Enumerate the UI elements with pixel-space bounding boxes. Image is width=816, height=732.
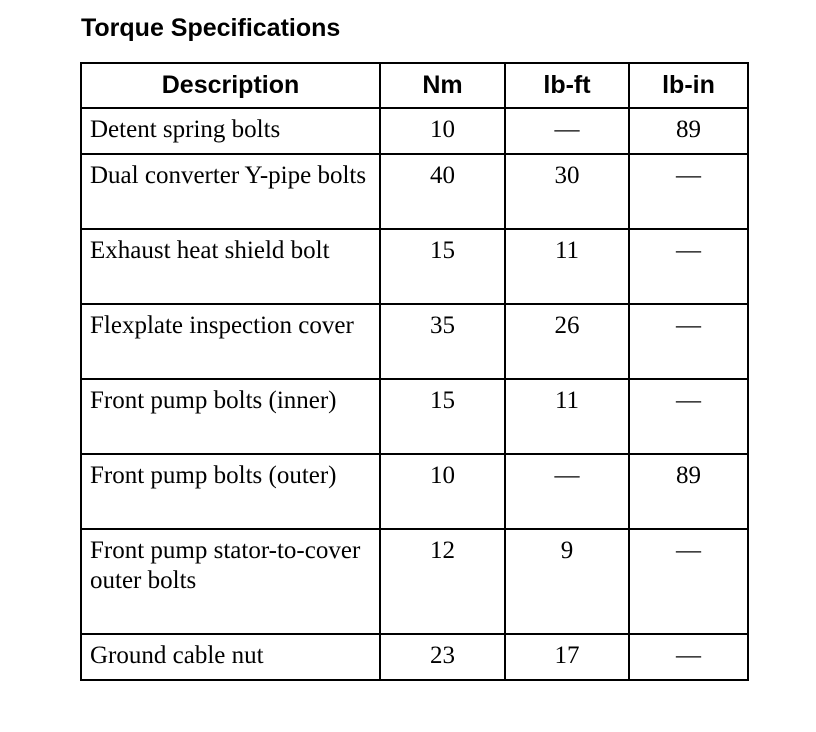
lbin-cell: — bbox=[629, 154, 748, 229]
table-row bbox=[81, 379, 748, 454]
lbin-cell: — bbox=[629, 229, 748, 304]
nm-cell: 35 bbox=[380, 304, 505, 379]
lbft-cell: 9 bbox=[505, 529, 629, 634]
column-header-nm: Nm bbox=[380, 63, 505, 108]
lbin-cell: — bbox=[629, 634, 748, 680]
table-row bbox=[81, 229, 748, 304]
description-cell: Ground cable nut bbox=[81, 634, 380, 680]
nm-cell: 23 bbox=[380, 634, 505, 680]
description-cell: Detent spring bolts bbox=[81, 108, 380, 154]
nm-cell: 40 bbox=[380, 154, 505, 229]
description-cell: Front pump stator-to-cover outer bolts bbox=[81, 529, 380, 634]
lbft-cell: — bbox=[505, 454, 629, 529]
torque-spec-table bbox=[80, 62, 749, 681]
lbft-cell: — bbox=[505, 108, 629, 154]
description-cell: Dual converter Y-pipe bolts bbox=[81, 154, 380, 229]
lbin-cell: — bbox=[629, 304, 748, 379]
lbft-cell: 11 bbox=[505, 379, 629, 454]
description-cell: Flexplate inspection cover bbox=[81, 304, 380, 379]
table-header-row bbox=[81, 63, 748, 108]
description-cell: Front pump bolts (outer) bbox=[81, 454, 380, 529]
table-row bbox=[81, 634, 748, 680]
table-row bbox=[81, 454, 748, 529]
lbin-cell: — bbox=[629, 529, 748, 634]
column-header-lbin: lb-in bbox=[629, 63, 748, 108]
nm-cell: 12 bbox=[380, 529, 505, 634]
description-cell: Exhaust heat shield bolt bbox=[81, 229, 380, 304]
column-header-description: Description bbox=[81, 63, 380, 108]
page-title: Torque Specifications bbox=[81, 14, 341, 42]
column-header-lbft: lb-ft bbox=[505, 63, 629, 108]
lbft-cell: 11 bbox=[505, 229, 629, 304]
table-row bbox=[81, 529, 748, 634]
lbft-cell: 30 bbox=[505, 154, 629, 229]
lbft-cell: 17 bbox=[505, 634, 629, 680]
nm-cell: 10 bbox=[380, 454, 505, 529]
lbin-cell: 89 bbox=[629, 454, 748, 529]
lbin-cell: 89 bbox=[629, 108, 748, 154]
lbft-cell: 26 bbox=[505, 304, 629, 379]
nm-cell: 10 bbox=[380, 108, 505, 154]
nm-cell: 15 bbox=[380, 379, 505, 454]
lbin-cell: — bbox=[629, 379, 748, 454]
table-row bbox=[81, 304, 748, 379]
nm-cell: 15 bbox=[380, 229, 505, 304]
description-cell: Front pump bolts (inner) bbox=[81, 379, 380, 454]
table-row bbox=[81, 154, 748, 229]
table-row bbox=[81, 108, 748, 154]
